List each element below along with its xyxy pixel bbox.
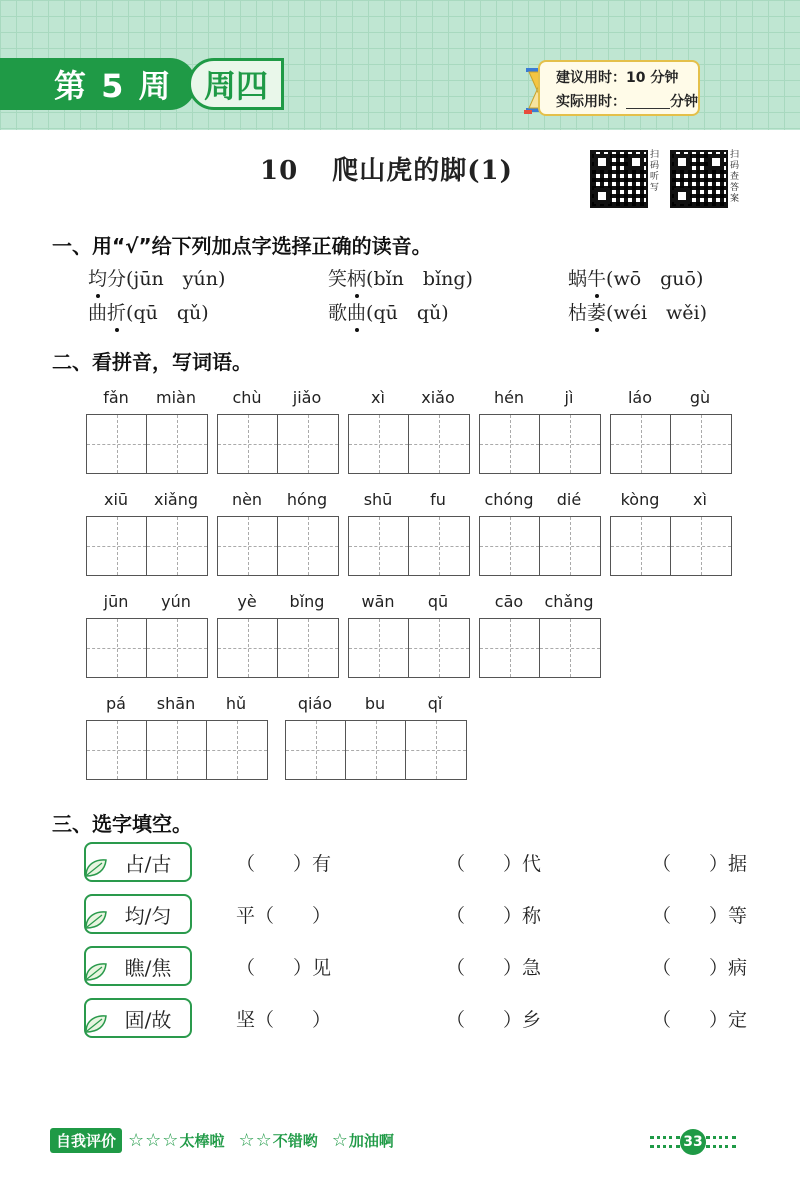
word-group <box>217 388 339 474</box>
writing-cell[interactable] <box>218 619 278 677</box>
writing-cell[interactable] <box>349 619 409 677</box>
writing-cell[interactable] <box>409 415 469 473</box>
fill-in-row <box>84 996 748 1040</box>
star-icon[interactable]: ☆ <box>255 1130 272 1151</box>
writing-cell[interactable] <box>349 415 409 473</box>
pinyin-label-row <box>479 490 601 516</box>
writing-grid <box>348 414 470 474</box>
section2-heading: 二、看拼音，写词语。 <box>52 350 252 374</box>
fill-in-row <box>84 840 748 884</box>
word-group <box>86 490 208 576</box>
writing-grid <box>217 618 339 678</box>
pinyin-syllable: gù <box>689 388 711 407</box>
pinyin-item[interactable]: 曲折(qū qǔ) <box>88 302 209 324</box>
writing-grid <box>479 516 601 576</box>
writing-cell[interactable] <box>87 517 147 575</box>
writing-cell[interactable] <box>480 415 540 473</box>
pinyin-syllable: chù <box>232 388 262 407</box>
writing-cell[interactable] <box>147 517 207 575</box>
star-icon[interactable]: ☆ <box>238 1130 255 1151</box>
pinyin-syllable: xì <box>371 388 385 407</box>
self-evaluation <box>50 1128 408 1153</box>
fill-in-row <box>84 892 748 936</box>
fill-blank[interactable]: （ ）见 <box>236 956 332 979</box>
pinyin-syllable: xì <box>693 490 707 509</box>
pinyin-syllable: bu <box>364 694 386 713</box>
week-label: 第 5 周 <box>0 58 196 110</box>
writing-grid <box>479 618 601 678</box>
pinyin-syllable: chǎng <box>544 592 594 611</box>
writing-cell[interactable] <box>540 619 600 677</box>
page-number: 33 <box>680 1129 706 1155</box>
writing-cell[interactable] <box>87 721 147 779</box>
fill-blank[interactable]: 平（ ） <box>236 904 332 927</box>
dotted-char: 萎 <box>587 302 607 324</box>
star-icon[interactable]: ☆ <box>145 1130 162 1151</box>
page-number-badge <box>650 1130 736 1154</box>
writing-cell[interactable] <box>611 517 671 575</box>
qr-code-dictation[interactable] <box>590 150 648 208</box>
eval-level-3: 加油啊 <box>348 1132 394 1150</box>
writing-cell[interactable] <box>409 517 469 575</box>
writing-cell[interactable] <box>147 721 207 779</box>
pinyin-syllable: xiū <box>103 490 129 509</box>
pinyin-syllable: hǔ <box>225 694 247 713</box>
pinyin-syllable: qū <box>427 592 449 611</box>
actual-time-blank[interactable] <box>626 95 670 109</box>
word-group <box>285 694 467 780</box>
fill-blank[interactable]: （ ）定 <box>652 1008 748 1031</box>
pinyin-syllable: shān <box>156 694 196 713</box>
lesson-name: 爬山虎的脚(1) <box>332 156 513 186</box>
word-group <box>610 388 732 474</box>
writing-grid <box>285 720 467 780</box>
leaf-icon <box>84 910 108 930</box>
writing-grid <box>348 516 470 576</box>
dot-decoration <box>650 1136 680 1148</box>
fill-in-row <box>84 944 748 988</box>
star-icon[interactable]: ☆ <box>162 1130 179 1151</box>
pinyin-syllable: qiáo <box>297 694 333 713</box>
pinyin-label-row <box>86 694 268 720</box>
writing-cell[interactable] <box>87 619 147 677</box>
star-icon[interactable]: ☆ <box>128 1130 145 1151</box>
writing-grid <box>86 618 208 678</box>
pinyin-label-row <box>348 388 470 414</box>
writing-cell[interactable] <box>349 517 409 575</box>
lesson-title <box>260 150 513 187</box>
actual-time-label: 实际用时： <box>556 94 626 110</box>
dotted-char: 折 <box>107 302 127 324</box>
writing-cell[interactable] <box>671 517 731 575</box>
pinyin-syllable: bǐng <box>289 592 325 611</box>
writing-cell[interactable] <box>406 721 466 779</box>
word-group <box>479 388 601 474</box>
char-choice-box <box>84 894 192 934</box>
writing-grid <box>217 516 339 576</box>
word-group <box>348 490 470 576</box>
leaf-icon <box>84 962 108 982</box>
leaf-icon <box>84 858 108 878</box>
pinyin-label-row <box>86 388 208 414</box>
fill-blank[interactable]: （ ）乡 <box>446 1008 542 1031</box>
fill-blank[interactable]: 坚（ ） <box>236 1008 332 1031</box>
fill-blank[interactable]: （ ）有 <box>236 852 332 875</box>
writing-cell[interactable] <box>346 721 406 779</box>
writing-cell[interactable] <box>278 517 338 575</box>
pinyin-syllable: pá <box>106 694 126 713</box>
pinyin-syllable: jiǎo <box>292 388 322 407</box>
writing-cell[interactable] <box>218 415 278 473</box>
fill-blank[interactable]: （ ）称 <box>446 904 542 927</box>
pinyin-label-row <box>217 490 339 516</box>
pinyin-syllable: nèn <box>231 490 263 509</box>
word-group <box>86 694 268 780</box>
pinyin-syllable: chóng <box>484 490 534 509</box>
writing-cell[interactable] <box>671 415 731 473</box>
pinyin-syllable: shū <box>363 490 393 509</box>
char-choice-box <box>84 998 192 1038</box>
pinyin-row-1 <box>88 264 748 291</box>
pinyin-syllable: jūn <box>103 592 129 611</box>
dotted-char: 柄 <box>347 268 367 290</box>
dotted-char: 均 <box>88 268 108 290</box>
fill-blank[interactable]: （ ）据 <box>652 852 748 875</box>
word-group <box>348 592 470 678</box>
writing-grid <box>610 516 732 576</box>
word-group <box>479 592 601 678</box>
pinyin-syllable: hén <box>493 388 525 407</box>
actual-time-unit: 分钟 <box>670 94 698 110</box>
pinyin-item[interactable]: 枯萎(wéi wěi) <box>568 302 708 324</box>
writing-grid <box>86 720 268 780</box>
writing-cell[interactable] <box>278 415 338 473</box>
word-group <box>86 592 208 678</box>
writing-cell[interactable] <box>286 721 346 779</box>
pinyin-item[interactable]: 歌曲(qū qǔ) <box>328 302 449 324</box>
pinyin-syllable: hóng <box>286 490 328 509</box>
writing-cell[interactable] <box>278 619 338 677</box>
pinyin-label-row <box>217 592 339 618</box>
pinyin-syllable: kòng <box>620 490 660 509</box>
word-group <box>86 388 208 474</box>
eval-level-1: 太棒啦 <box>179 1132 225 1150</box>
pinyin-syllable: wān <box>361 592 395 611</box>
section1-heading: 一、用“√”给下列加点字选择正确的读音。 <box>52 234 432 258</box>
writing-cell[interactable] <box>147 415 207 473</box>
pinyin-label-row <box>479 592 601 618</box>
pinyin-label-row <box>285 694 467 720</box>
writing-grid <box>610 414 732 474</box>
writing-cell[interactable] <box>480 619 540 677</box>
fill-blank[interactable]: （ ）病 <box>652 956 748 979</box>
writing-cell[interactable] <box>409 619 469 677</box>
dot-decoration <box>706 1136 736 1148</box>
pinyin-syllable: xiǎng <box>153 490 198 509</box>
char-choice-box <box>84 842 192 882</box>
leaf-icon <box>84 1014 108 1034</box>
writing-cell[interactable] <box>147 619 207 677</box>
pinyin-label-row <box>86 490 208 516</box>
writing-cell[interactable] <box>611 415 671 473</box>
qr-label-answers: 扫码查答案 <box>730 150 740 204</box>
pinyin-syllable: yè <box>237 592 257 611</box>
pinyin-syllable: fu <box>430 490 446 509</box>
pinyin-row-2 <box>88 298 748 325</box>
pinyin-label-row <box>610 388 732 414</box>
qr-code-answers[interactable] <box>670 150 728 208</box>
section3-heading: 三、选字填空。 <box>52 812 192 836</box>
dotted-char: 曲 <box>347 302 367 324</box>
self-eval-label: 自我评价 <box>50 1128 122 1153</box>
pinyin-item[interactable]: 均分(jūn yún) <box>88 268 226 290</box>
pinyin-syllable: dié <box>556 490 582 509</box>
pinyin-syllable: fǎn <box>103 388 129 407</box>
writing-grid <box>86 516 208 576</box>
dotted-char: 牛 <box>587 268 607 290</box>
word-group <box>217 490 339 576</box>
pinyin-syllable: cāo <box>494 592 524 611</box>
actual-time <box>556 90 698 114</box>
time-box <box>538 60 700 116</box>
pinyin-item[interactable]: 蜗牛(wō guō) <box>568 268 704 290</box>
eval-level-2: 不错哟 <box>272 1132 318 1150</box>
choice-chars: 瞧/焦 <box>124 955 172 980</box>
day-label: 周四 <box>188 58 284 110</box>
qr-label-dictation: 扫码听写 <box>650 150 660 193</box>
word-group <box>479 490 601 576</box>
choice-chars: 占/古 <box>124 851 172 876</box>
choice-chars: 均/匀 <box>124 903 172 928</box>
pinyin-label-row <box>610 490 732 516</box>
writing-cell[interactable] <box>480 517 540 575</box>
pinyin-syllable: xiǎo <box>421 388 455 407</box>
word-group <box>348 388 470 474</box>
lesson-number: 10 <box>260 156 299 186</box>
char-choice-box <box>84 946 192 986</box>
fill-blank[interactable]: （ ）急 <box>446 956 542 979</box>
writing-cell[interactable] <box>540 415 600 473</box>
pinyin-item[interactable]: 笑柄(bǐn bǐng) <box>328 268 473 290</box>
pinyin-label-row <box>348 592 470 618</box>
pinyin-syllable: láo <box>627 388 653 407</box>
choice-chars: 固/故 <box>124 1007 172 1032</box>
suggested-time: 建议用时：10 分钟 <box>556 70 679 86</box>
writing-grid <box>217 414 339 474</box>
pinyin-label-row <box>479 388 601 414</box>
pinyin-syllable: miàn <box>156 388 196 407</box>
writing-grid <box>479 414 601 474</box>
word-group <box>610 490 732 576</box>
writing-cell[interactable] <box>207 721 267 779</box>
word-group <box>217 592 339 678</box>
writing-grid <box>86 414 208 474</box>
pinyin-syllable: jì <box>564 388 574 407</box>
fill-blank[interactable]: （ ）代 <box>446 852 542 875</box>
pinyin-label-row <box>217 388 339 414</box>
writing-cell[interactable] <box>87 415 147 473</box>
writing-grid <box>348 618 470 678</box>
star-icon[interactable]: ☆ <box>331 1130 348 1151</box>
pinyin-label-row <box>86 592 208 618</box>
pinyin-syllable: qǐ <box>427 694 443 713</box>
pinyin-syllable: yún <box>161 592 191 611</box>
pinyin-label-row <box>348 490 470 516</box>
writing-cell[interactable] <box>540 517 600 575</box>
writing-cell[interactable] <box>218 517 278 575</box>
fill-blank[interactable]: （ ）等 <box>652 904 748 927</box>
